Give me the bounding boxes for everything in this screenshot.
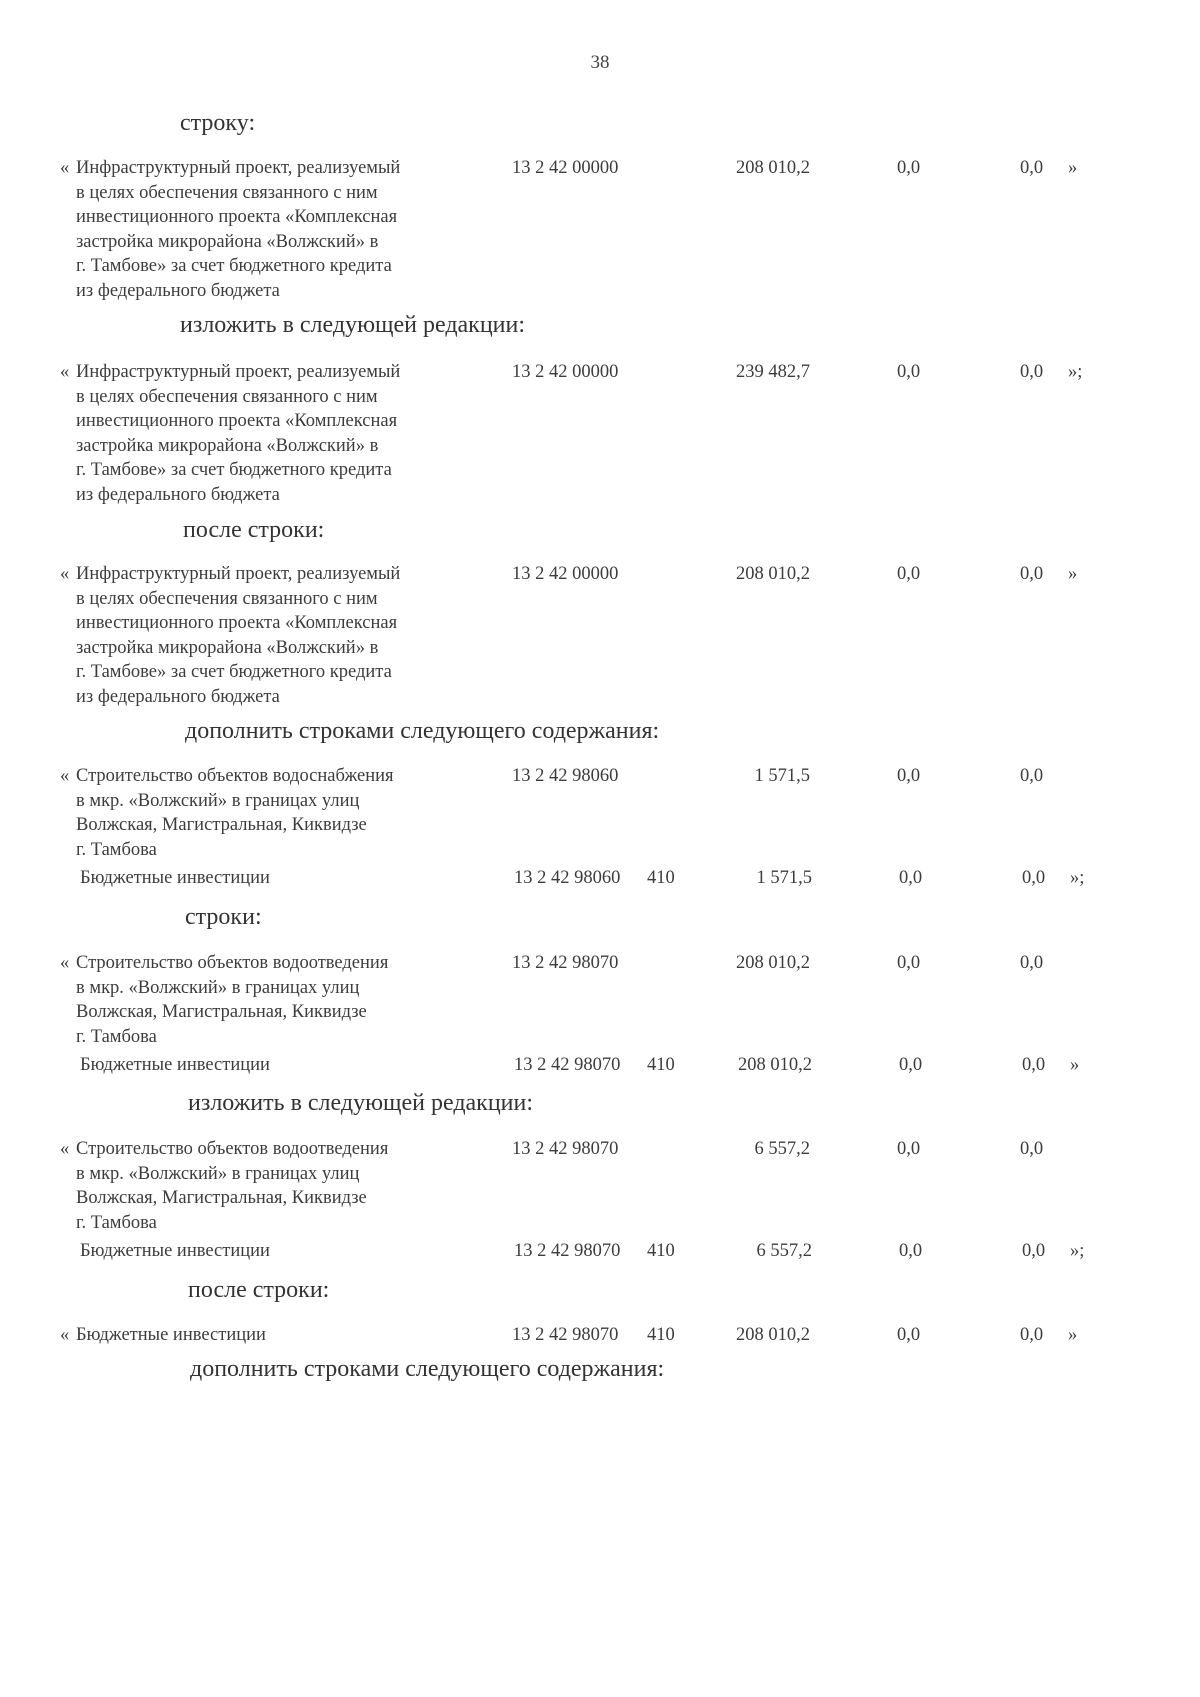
row-description [60,1137,490,1235]
description-first-line: Инфраструктурный проект, реализуемый [76,362,401,382]
amount-year-3: 0,0 [1020,1139,1044,1159]
row-description [60,1323,490,1348]
opening-quote: « [60,564,70,584]
page-number: 38 [590,52,610,73]
amount-year-2: 0,0 [899,1241,923,1261]
amount-year-2: 0,0 [897,1139,921,1159]
target-article-code: 13 2 42 98070 [514,1241,621,1261]
row-description [64,866,494,891]
amount-year-2: 0,0 [897,564,921,584]
description-line: в целях обеспечения связанного с ним [76,588,378,609]
amount-year-2: 0,0 [897,766,921,786]
description-line: из федерального бюджета [76,686,280,707]
closing-quote: »; [1070,868,1085,888]
amount-year-1: 208 010,2 [736,564,810,584]
instruction-text: после строки: [188,1277,330,1303]
target-article-code: 13 2 42 98070 [512,953,619,973]
amount-year-3: 0,0 [1020,158,1044,178]
closing-quote: » [1068,158,1078,178]
expense-type-code: 410 [647,1055,675,1075]
description-first-line: Бюджетные инвестиции [80,1055,270,1075]
description-first-line: Бюджетные инвестиции [80,1241,270,1261]
target-article-code: 13 2 42 98070 [512,1139,619,1159]
row-description [64,1239,494,1264]
description-first-line: Строительство объектов водоснабжения [76,766,394,786]
description-line [60,360,490,385]
expense-type-code: 410 [647,868,675,888]
amount-year-1: 208 010,2 [736,953,810,973]
instruction-text: строки: [185,904,262,930]
amount-year-2: 0,0 [897,1325,921,1345]
instruction-text: изложить в следующей редакции: [188,1090,534,1116]
amount-year-1: 208 010,2 [738,1055,812,1075]
expense-type-code: 410 [647,1325,675,1345]
description-line: Волжская, Магистральная, Киквидзе [76,1188,367,1208]
amount-year-1: 6 557,2 [754,1139,810,1159]
description-line [60,951,490,976]
description-line: в мкр. «Волжский» в границах улиц [76,1163,360,1184]
description-line: застройка микрорайона «Волжский» в [76,231,379,252]
amount-year-3: 0,0 [1020,564,1044,584]
row-description [60,156,490,303]
description-line: в мкр. «Волжский» в границах улиц [76,790,360,811]
description-line: в целях обеспечения связанного с ним [76,182,378,203]
amount-year-1: 1 571,5 [754,766,810,786]
description-line [60,1323,490,1348]
description-line: Волжская, Магистральная, Киквидзе [76,815,367,835]
amount-year-2: 0,0 [899,868,923,888]
amount-year-2: 0,0 [899,1055,923,1075]
instruction-text: строку: [180,110,256,136]
description-line: застройка микрорайона «Волжский» в [76,637,379,658]
description-line: застройка микрорайона «Волжский» в [76,435,379,456]
amount-year-1: 208 010,2 [736,1325,810,1345]
amount-year-1: 1 571,5 [756,868,812,888]
description-line [64,866,494,891]
description-line [64,1239,494,1264]
description-line [60,156,490,181]
amount-year-2: 0,0 [897,953,921,973]
description-line: инвестиционного проекта «Комплексная [76,207,398,227]
description-line: г. Тамбове» за счет бюджетного кредита [76,460,392,480]
closing-quote: » [1070,1055,1080,1075]
opening-quote: « [60,953,70,973]
opening-quote: « [60,1139,70,1159]
description-line [60,1137,490,1162]
description-line: в целях обеспечения связанного с ним [76,386,378,407]
amount-year-3: 0,0 [1020,766,1044,786]
description-line [60,562,490,587]
instruction-text: дополнить строками следующего содержания: [190,1356,665,1382]
amount-year-2: 0,0 [897,362,921,382]
target-article-code: 13 2 42 98070 [514,1055,621,1075]
description-line: г. Тамбове» за счет бюджетного кредита [76,256,392,276]
amount-year-3: 0,0 [1022,1055,1046,1075]
amount-year-1: 239 482,7 [736,362,810,382]
description-line: г. Тамбова [76,1212,157,1233]
expense-type-code: 410 [647,1241,675,1261]
opening-quote: « [60,362,70,382]
instruction-text: изложить в следующей редакции: [180,312,526,338]
amount-year-3: 0,0 [1020,362,1044,382]
target-article-code: 13 2 42 98060 [512,766,619,786]
row-description [64,1053,494,1078]
row-description [60,562,490,709]
description-line [60,764,490,789]
row-description [60,764,490,862]
amount-year-3: 0,0 [1020,1325,1044,1345]
target-article-code: 13 2 42 00000 [512,564,619,584]
description-line: инвестиционного проекта «Комплексная [76,613,398,633]
target-article-code: 13 2 42 00000 [512,158,619,178]
description-first-line: Бюджетные инвестиции [76,1325,266,1345]
description-line [64,1053,494,1078]
row-description [60,951,490,1049]
description-first-line: Инфраструктурный проект, реализуемый [76,158,401,178]
description-line: из федерального бюджета [76,280,280,301]
description-first-line: Бюджетные инвестиции [80,868,270,888]
instruction-text: после строки: [183,517,325,543]
description-first-line: Строительство объектов водоотведения [76,1139,389,1159]
closing-quote: »; [1068,362,1083,382]
amount-year-3: 0,0 [1022,868,1046,888]
amount-year-1: 6 557,2 [756,1241,812,1261]
description-line: г. Тамбова [76,839,157,860]
description-line: г. Тамбова [76,1026,157,1047]
opening-quote: « [60,158,70,178]
target-article-code: 13 2 42 98070 [512,1325,619,1345]
opening-quote: « [60,766,70,786]
target-article-code: 13 2 42 00000 [512,362,619,382]
description-line: в мкр. «Волжский» в границах улиц [76,977,360,998]
description-first-line: Строительство объектов водоотведения [76,953,389,973]
closing-quote: » [1068,564,1078,584]
closing-quote: » [1068,1325,1078,1345]
description-line: из федерального бюджета [76,484,280,505]
description-line: Волжская, Магистральная, Киквидзе [76,1002,367,1022]
amount-year-2: 0,0 [897,158,921,178]
description-line: г. Тамбове» за счет бюджетного кредита [76,662,392,682]
description-line: инвестиционного проекта «Комплексная [76,411,398,431]
opening-quote: « [60,1325,70,1345]
amount-year-1: 208 010,2 [736,158,810,178]
closing-quote: »; [1070,1241,1085,1261]
target-article-code: 13 2 42 98060 [514,868,621,888]
description-first-line: Инфраструктурный проект, реализуемый [76,564,401,584]
instruction-text: дополнить строками следующего содержания: [185,718,660,744]
amount-year-3: 0,0 [1022,1241,1046,1261]
row-description [60,360,490,507]
amount-year-3: 0,0 [1020,953,1044,973]
